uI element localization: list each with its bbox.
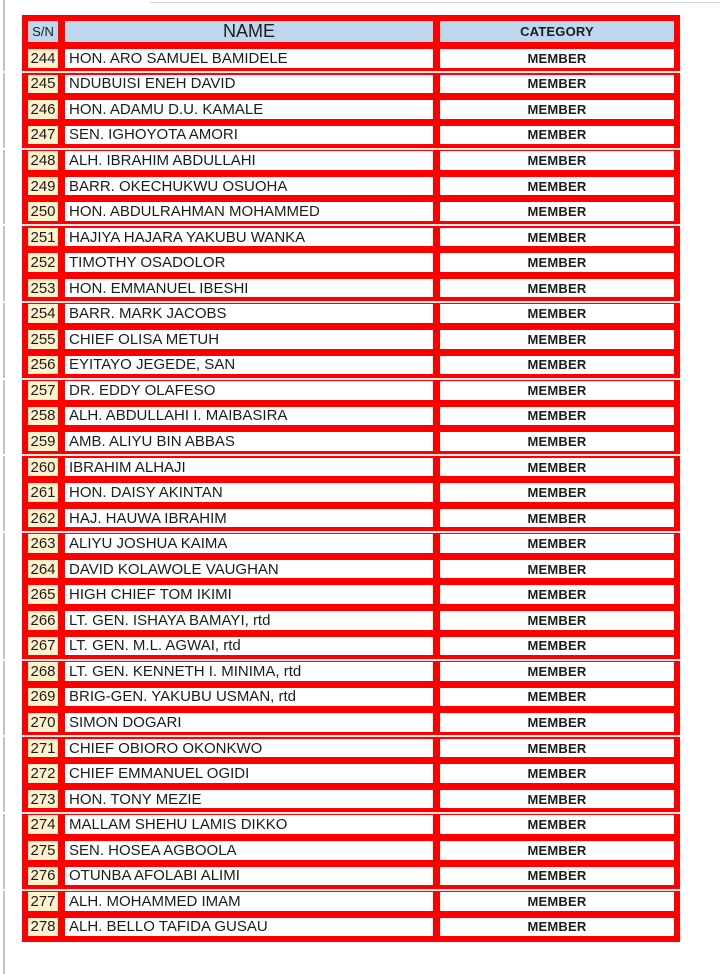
sn-cell: 263 — [28, 534, 58, 553]
category-cell: MEMBER — [440, 509, 674, 528]
name-cell: IBRAHIM ALHAJI — [65, 458, 433, 477]
table-row — [28, 253, 674, 272]
table-row — [28, 739, 674, 758]
table-header-row — [28, 21, 674, 42]
category-cell: MEMBER — [440, 432, 674, 451]
category-cell: MEMBER — [440, 611, 674, 630]
sn-cell: 260 — [28, 458, 58, 477]
table-row — [28, 356, 674, 375]
table-row — [28, 713, 674, 732]
sn-cell: 257 — [28, 381, 58, 400]
name-cell: NDUBUISI ENEH DAVID — [65, 75, 433, 94]
name-cell: DR. EDDY OLAFESO — [65, 381, 433, 400]
sn-cell: 272 — [28, 764, 58, 783]
category-cell: MEMBER — [440, 560, 674, 579]
table-row — [28, 534, 674, 553]
category-cell: MEMBER — [440, 75, 674, 94]
category-cell: MEMBER — [440, 867, 674, 886]
sn-cell: 267 — [28, 637, 58, 656]
table-row — [28, 892, 674, 911]
name-cell: HON. TONY MEZIE — [65, 790, 433, 809]
sn-cell: 262 — [28, 509, 58, 528]
name-cell: BRIG-GEN. YAKUBU USMAN, rtd — [65, 688, 433, 707]
table-row — [28, 611, 674, 630]
table-row — [28, 228, 674, 247]
category-cell: MEMBER — [440, 177, 674, 196]
sn-cell: 249 — [28, 177, 58, 196]
table-row — [28, 815, 674, 834]
category-cell: MEMBER — [440, 892, 674, 911]
sn-cell: 251 — [28, 228, 58, 247]
name-cell: HON. ABDULRAHMAN MOHAMMED — [65, 202, 433, 221]
table-row — [28, 483, 674, 502]
category-cell: MEMBER — [440, 790, 674, 809]
sn-cell: 255 — [28, 330, 58, 349]
sn-cell: 250 — [28, 202, 58, 221]
category-cell: MEMBER — [440, 202, 674, 221]
member-table — [22, 15, 680, 942]
category-cell: MEMBER — [440, 126, 674, 145]
sn-cell: 270 — [28, 713, 58, 732]
sn-cell: 264 — [28, 560, 58, 579]
name-cell: SEN. IGHOYOTA AMORI — [65, 126, 433, 145]
name-cell: TIMOTHY OSADOLOR — [65, 253, 433, 272]
sn-cell: 246 — [28, 100, 58, 119]
table-row — [28, 867, 674, 886]
table-row — [28, 202, 674, 221]
page-top-edge-line — [150, 2, 720, 3]
name-cell: LT. GEN. KENNETH I. MINIMA, rtd — [65, 662, 433, 681]
sn-cell: 269 — [28, 688, 58, 707]
category-cell: MEMBER — [440, 637, 674, 656]
category-cell: MEMBER — [440, 841, 674, 860]
table-row — [28, 177, 674, 196]
sn-cell: 268 — [28, 662, 58, 681]
name-cell: LT. GEN. ISHAYA BAMAYI, rtd — [65, 611, 433, 630]
table-row — [28, 841, 674, 860]
category-cell: MEMBER — [440, 662, 674, 681]
name-cell: HIGH CHIEF TOM IKIMI — [65, 585, 433, 604]
sn-cell: 274 — [28, 815, 58, 834]
name-cell: HON. EMMANUEL IBESHI — [65, 279, 433, 298]
sn-cell: 244 — [28, 49, 58, 68]
sn-cell: 254 — [28, 304, 58, 323]
name-cell: AMB. ALIYU BIN ABBAS — [65, 432, 433, 451]
category-cell: MEMBER — [440, 585, 674, 604]
name-cell: ALH. MOHAMMED IMAM — [65, 892, 433, 911]
table-row — [28, 688, 674, 707]
name-cell: ALH. BELLO TAFIDA GUSAU — [65, 918, 433, 937]
name-cell: HON. ARO SAMUEL BAMIDELE — [65, 49, 433, 68]
category-cell: MEMBER — [440, 918, 674, 937]
name-cell: MALLAM SHEHU LAMIS DIKKO — [65, 815, 433, 834]
name-cell: ALH. ABDULLAHI I. MAIBASIRA — [65, 407, 433, 426]
sn-cell: 253 — [28, 279, 58, 298]
sn-cell: 277 — [28, 892, 58, 911]
table-row — [28, 304, 674, 323]
table-row — [28, 75, 674, 94]
category-cell: MEMBER — [440, 253, 674, 272]
sn-cell: 275 — [28, 841, 58, 860]
sn-cell: 256 — [28, 356, 58, 375]
table-row — [28, 790, 674, 809]
table-row — [28, 764, 674, 783]
name-cell: LT. GEN. M.L. AGWAI, rtd — [65, 637, 433, 656]
sn-cell: 248 — [28, 151, 58, 170]
category-cell: MEMBER — [440, 764, 674, 783]
table-row — [28, 509, 674, 528]
category-cell: MEMBER — [440, 815, 674, 834]
name-cell: ALIYU JOSHUA KAIMA — [65, 534, 433, 553]
category-cell: MEMBER — [440, 100, 674, 119]
table-row — [28, 432, 674, 451]
header-sn: S/N — [28, 21, 58, 42]
category-cell: MEMBER — [440, 458, 674, 477]
name-cell: HON. ADAMU D.U. KAMALE — [65, 100, 433, 119]
sn-cell: 261 — [28, 483, 58, 502]
sn-cell: 271 — [28, 739, 58, 758]
category-cell: MEMBER — [440, 688, 674, 707]
table-row — [28, 381, 674, 400]
name-cell: ALH. IBRAHIM ABDULLAHI — [65, 151, 433, 170]
table-row — [28, 49, 674, 68]
category-cell: MEMBER — [440, 49, 674, 68]
name-cell: CHIEF EMMANUEL OGIDI — [65, 764, 433, 783]
table-row — [28, 407, 674, 426]
table-row — [28, 585, 674, 604]
sn-cell: 273 — [28, 790, 58, 809]
category-cell: MEMBER — [440, 228, 674, 247]
category-cell: MEMBER — [440, 534, 674, 553]
sn-cell: 252 — [28, 253, 58, 272]
category-cell: MEMBER — [440, 483, 674, 502]
category-cell: MEMBER — [440, 407, 674, 426]
table-row — [28, 458, 674, 477]
name-cell: CHIEF OLISA METUH — [65, 330, 433, 349]
sn-cell: 266 — [28, 611, 58, 630]
sn-cell: 247 — [28, 126, 58, 145]
sn-cell: 278 — [28, 918, 58, 937]
name-cell: CHIEF OBIORO OKONKWO — [65, 739, 433, 758]
name-cell: HON. DAISY AKINTAN — [65, 483, 433, 502]
table-row — [28, 126, 674, 145]
name-cell: DAVID KOLAWOLE VAUGHAN — [65, 560, 433, 579]
header-category: CATEGORY — [440, 21, 674, 42]
table-row — [28, 637, 674, 656]
table-row — [28, 662, 674, 681]
header-name: NAME — [65, 21, 433, 42]
table-row — [28, 279, 674, 298]
page-edge-line — [3, 0, 5, 974]
category-cell: MEMBER — [440, 381, 674, 400]
sn-cell: 265 — [28, 585, 58, 604]
category-cell: MEMBER — [440, 713, 674, 732]
table-row — [28, 918, 674, 937]
name-cell: EYITAYO JEGEDE, SAN — [65, 356, 433, 375]
category-cell: MEMBER — [440, 356, 674, 375]
table-row — [28, 560, 674, 579]
sn-cell: 258 — [28, 407, 58, 426]
category-cell: MEMBER — [440, 279, 674, 298]
sn-cell: 276 — [28, 867, 58, 886]
name-cell: HAJ. HAUWA IBRAHIM — [65, 509, 433, 528]
category-cell: MEMBER — [440, 330, 674, 349]
name-cell: OTUNBA AFOLABI ALIMI — [65, 867, 433, 886]
table-row — [28, 100, 674, 119]
name-cell: SIMON DOGARI — [65, 713, 433, 732]
category-cell: MEMBER — [440, 304, 674, 323]
name-cell: SEN. HOSEA AGBOOLA — [65, 841, 433, 860]
table-row — [28, 330, 674, 349]
name-cell: HAJIYA HAJARA YAKUBU WANKA — [65, 228, 433, 247]
category-cell: MEMBER — [440, 151, 674, 170]
table-row — [28, 151, 674, 170]
name-cell: BARR. MARK JACOBS — [65, 304, 433, 323]
sn-cell: 259 — [28, 432, 58, 451]
category-cell: MEMBER — [440, 739, 674, 758]
sn-cell: 245 — [28, 75, 58, 94]
name-cell: BARR. OKECHUKWU OSUOHA — [65, 177, 433, 196]
